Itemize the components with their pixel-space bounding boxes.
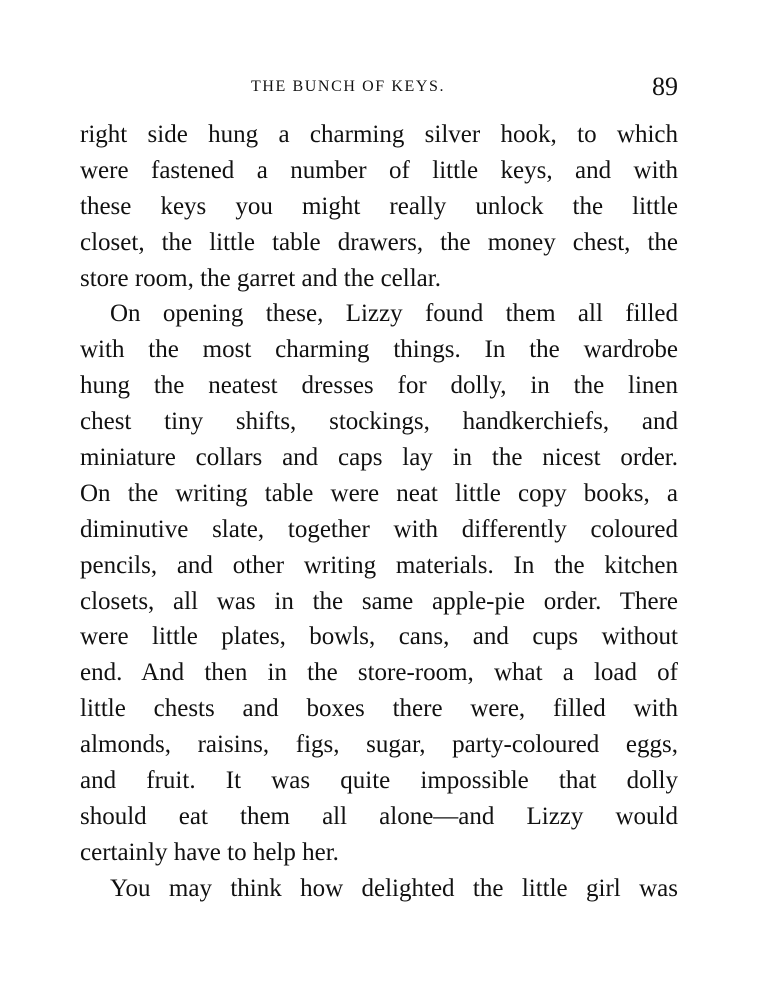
text-line: diminutive slate, together with differently coloured xyxy=(80,515,678,543)
text-line: store room, the garret and the cellar. xyxy=(80,264,441,292)
running-head xyxy=(80,72,678,106)
text-line: You may think how delighted the little girl was xyxy=(110,874,678,902)
text-line: were fastened a number of little keys, and with xyxy=(80,156,678,184)
text-line: miniature collars and caps lay in the nicest order. xyxy=(80,444,678,472)
text-line: certainly have to help her. xyxy=(80,838,339,866)
running-title: THE BUNCH OF KEYS. xyxy=(251,78,446,95)
paragraph-1 xyxy=(80,117,678,296)
paragraph-3 xyxy=(80,871,678,907)
text-line: were little plates, bowls, cans, and cups without xyxy=(80,623,678,651)
text-line: should eat them all alone—and Lizzy would xyxy=(80,802,678,830)
text-line: On the writing table were neat little copy books, a xyxy=(80,479,678,507)
body-text xyxy=(80,117,678,907)
text-line: chest tiny shifts, stockings, handkerchiefs, and xyxy=(80,408,678,436)
text-line: hung the neatest dresses for dolly, in the linen xyxy=(80,372,678,400)
text-line: with the most charming things. In the wardrobe xyxy=(80,336,678,364)
text-line: end. And then in the store-room, what a load of xyxy=(80,659,678,687)
text-line: these keys you might really unlock the little xyxy=(80,192,678,220)
text-line: and fruit. It was quite impossible that dolly xyxy=(80,767,678,795)
text-line: closets, all was in the same apple-pie order. There xyxy=(80,587,678,615)
text-line: On opening these, Lizzy found them all filled xyxy=(110,300,678,328)
text-line: little chests and boxes there were, filled with xyxy=(80,695,678,723)
paragraph-2 xyxy=(80,296,678,870)
text-line: right side hung a charming silver hook, to which xyxy=(80,121,678,148)
text-line: pencils, and other writing materials. In the kitchen xyxy=(80,551,678,579)
text-line: almonds, raisins, figs, sugar, party-coloured eggs, xyxy=(80,731,678,759)
page-number: 89 xyxy=(652,72,678,101)
text-line: closet, the little table drawers, the money chest, the xyxy=(80,228,678,256)
